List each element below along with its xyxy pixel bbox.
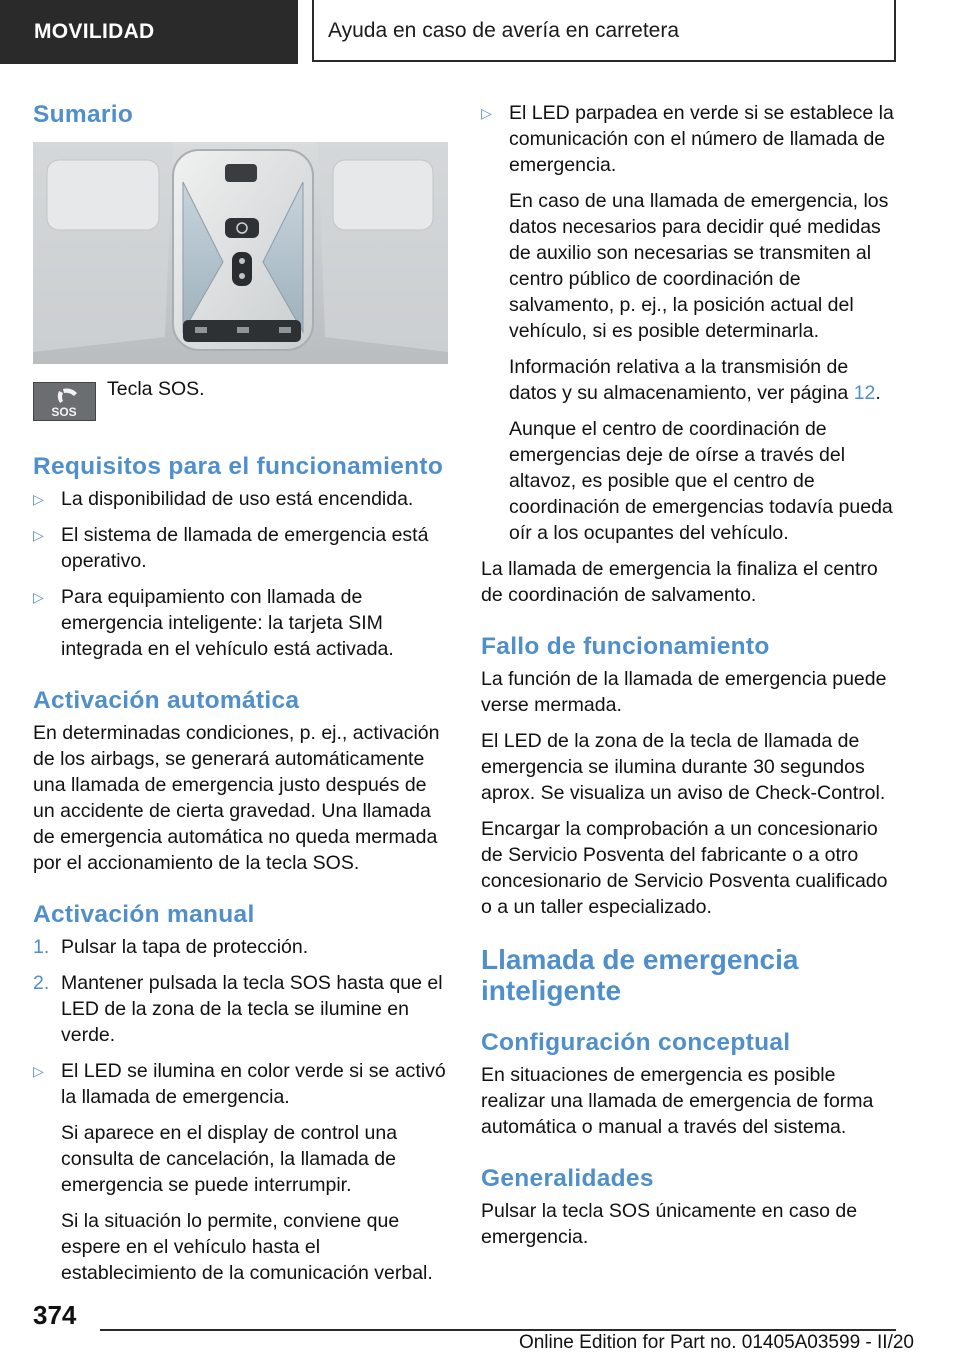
list-item: ▷ Para equipamiento con llamada de emergencia inteligente: la tarjeta SIM integrada en el vehículo está activada. [33,586,394,660]
manual-note-1: Si aparece en el display de control una consulta de cancelación, la llamada de emergencia se puede interrumpir. [61,1122,398,1196]
triangle-bullet-icon: ▷ [33,1063,44,1079]
requirements-heading: Requisitos para el funcionamiento [33,453,444,480]
malfunction-text-2: El LED de la zona de la tecla de llamada de emergencia se ilumina durante 30 segundos aprox. Se visualiza un aviso de Check-Control. [481,730,886,804]
concept-text: En situaciones de emergencia es posible realizar una llamada de emergencia de forma automática o manual a través del sistema. [481,1064,874,1138]
list-item: ▷ El LED se ilumina en color verde si se activó la llamada de emergencia. [33,1060,446,1108]
header-chapter: Ayuda en caso de avería en carretera [312,0,896,62]
right-column [481,100,898,1260]
header-section: MOVILIDAD [0,0,298,64]
step-item: 2. Mantener pulsada la tecla SOS hasta que el LED de la zona de la tecla se ilumine en verde. [33,972,443,1046]
manual-activation-heading: Activación manual [33,901,255,928]
malfunction-text-3: Encargar la comprobación a un concesionario de Servicio Posventa del fabricante o a otro concesionario de Servicio Posventa cualificado o a un taller especializado. [481,818,888,918]
triangle-bullet-icon: ▷ [481,105,492,121]
general-text: Pulsar la tecla SOS únicamente en caso de emergencia. [481,1200,858,1248]
speaker-note: Aunque el centro de coordinación de emergencias deje de oírse a través del altavoz, es posible que el centro de coordinación de emergencias todavía pueda oír a los ocupantes del vehículo. [509,418,893,544]
sumario-heading: Sumario [33,101,134,128]
intelligent-call-heading: Llamada de emergencia inteligente [481,944,799,1006]
page-link[interactable]: 12 [853,382,876,404]
auto-activation-heading: Activación automática [33,687,300,714]
general-heading: Generalidades [481,1165,654,1192]
page-number: 374 [33,1300,77,1330]
call-end-text: La llamada de emergencia la finaliza el centro de coordinación de salvamento. [481,558,878,606]
sos-key-row [33,378,448,432]
list-item: ▷ El sistema de llamada de emergencia está operativo. [33,524,429,572]
emergency-data-note: En caso de una llamada de emergencia, los datos necesarios para decidir qué medidas de auxilio son necesarias se transmiten al centro público de coordinación de salvamento, p. ej., la posición actual del vehículo, si es posible determinarla. [509,190,889,342]
footer-divider [100,1329,896,1331]
triangle-bullet-icon: ▷ [33,527,44,543]
triangle-bullet-icon: ▷ [33,589,44,605]
list-item: ▷ La disponibilidad de uso está encendida. [33,488,414,510]
sos-phone-icon [33,382,96,421]
manual-note-2: Si la situación lo permite, conviene que espere en el vehículo hasta el establecimiento de la comunicación verbal. [61,1210,433,1284]
data-transmission-note: Información relativa a la transmisión de datos y su almacenamiento, ver página 12. [509,356,881,404]
malfunction-heading: Fallo de funcionamiento [481,633,770,660]
triangle-bullet-icon: ▷ [33,491,44,507]
list-item: ▷ El LED parpadea en verde si se establece la comunicación con el número de llamada de emergencia. [481,102,894,176]
sos-icon-label: SOS [51,405,77,419]
sos-caption: Tecla SOS. [107,378,205,400]
roof-console-image [33,142,448,364]
step-item: 1. Pulsar la tapa de protección. [33,936,309,958]
footer-edition: Online Edition for Part no. 01405A03599 - II/20 [518,1332,914,1353]
left-column [33,100,448,1296]
concept-heading: Configuración conceptual [481,1029,791,1056]
auto-activation-text: En determinadas condiciones, p. ej., activación de los airbags, se generará automáticamente una llamada de emergencia justo después de un accidente de cierta gravedad. Una llamada de emergencia automática no queda mermada por el accionamiento de la tecla SOS. [33,722,440,874]
malfunction-text-1: La función de la llamada de emergencia puede verse mermada. [481,668,887,716]
